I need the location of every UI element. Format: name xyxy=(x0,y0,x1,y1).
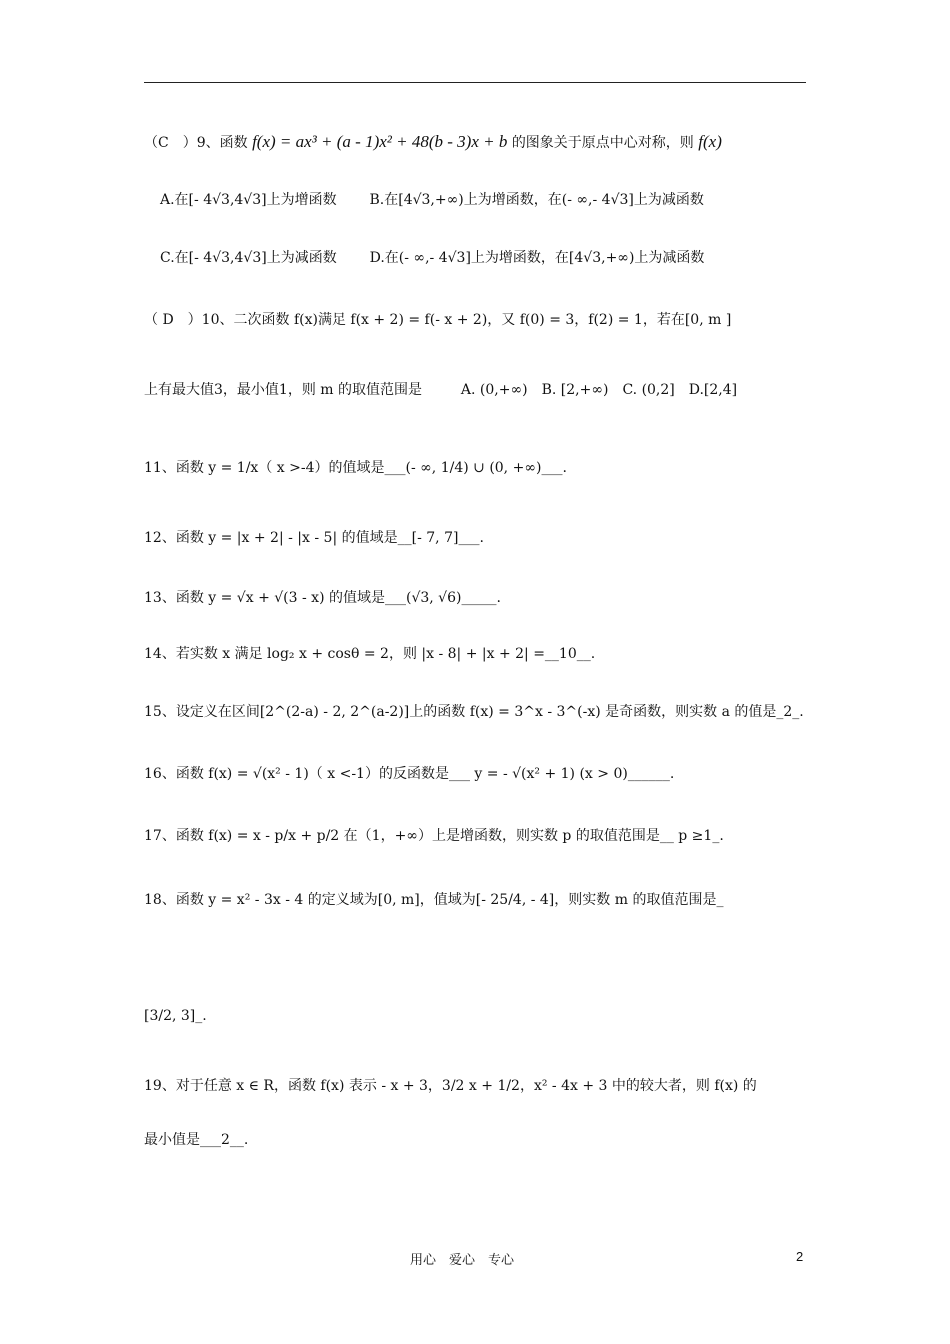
question-13: 13、函数 y = √x + √(3 - x) 的值域是___(√3, √6)_____. xyxy=(144,590,501,606)
question-16: 16、函数 f(x) = √(x² - 1)（ x <-1）的反函数是___ y = - √(x² + 1) (x > 0)______. xyxy=(144,766,675,782)
q9-option-d: D.在(- ∞,- 4√3]上为增函数，在[4√3,+∞)上为减函数 xyxy=(369,250,705,266)
question-9-options-cd xyxy=(160,248,840,268)
question-15: 15、设定义在区间[2^(2-a) - 2, 2^(a-2)]上的函数 f(x) = 3^x - 3^(-x) 是奇函数，则实数 a 的值是_2_. xyxy=(144,704,804,720)
page-number: 2 xyxy=(796,1249,804,1264)
q9-formula: f(x) = ax³ + (a - 1)x² + 48(b - 3)x + b xyxy=(252,132,508,151)
footer-motto: 用心 爱心 专心 xyxy=(410,1253,515,1268)
question-18: 18、函数 y = x² - 3x - 4 的定义域为[0, m]，值域为[- 25/4, - 4]，则实数 m 的取值范围是_ xyxy=(144,892,724,908)
q9-prefix: （C ）9、函数 xyxy=(144,135,248,151)
q10-options: A. (0,+∞) B. [2,+∞) C. (0,2] D.[2,4] xyxy=(460,382,738,398)
question-19-line2: 最小值是___2__. xyxy=(144,1132,249,1148)
header-rule xyxy=(144,82,806,83)
q9-suffix: 的图象关于原点中心对称，则 xyxy=(511,135,694,151)
question-11: 11、函数 y = 1/x（ x >-4）的值域是___(- ∞, 1/4) ∪ (0, +∞)___. xyxy=(144,460,567,476)
question-10-stem: （ D ）10、二次函数 f(x)满足 f(x + 2) = f(- x + 2)，又 f(0) = 3，f(2) = 1，若在[0, m ] xyxy=(144,312,732,328)
question-12: 12、函数 y = |x + 2| - |x - 5| 的值域是__[- 7, 7]___. xyxy=(144,530,484,546)
q9-option-c: C.在[- 4√3,4√3]上为减函数 xyxy=(160,250,337,266)
question-17: 17、函数 f(x) = x - p/x + p/2 在（1，+∞）上是增函数，则实数 p 的取值范围是__ p ≥1_. xyxy=(144,828,724,844)
q9-tail: f(x) xyxy=(698,132,722,151)
question-18-answer: [3/2, 3]_. xyxy=(144,1008,207,1024)
q10-line2: 上有最大值3，最小值1，则 m 的取值范围是 xyxy=(144,382,422,398)
q9-option-b: B.在[4√3,+∞)上为增函数，在(- ∞,- 4√3]上为减函数 xyxy=(369,192,704,208)
q9-option-a: A.在[- 4√3,4√3]上为增函数 xyxy=(160,192,337,208)
question-9-options-ab xyxy=(160,190,840,210)
question-14: 14、若实数 x 满足 log₂ x + cosθ = 2，则 |x - 8| + |x + 2| =__10__. xyxy=(144,646,596,662)
question-10-stem-2 xyxy=(144,380,824,400)
question-19: 19、对于任意 x ∈ R，函数 f(x) 表示 - x + 3，3/2 x + 1/2，x² - 4x + 3 中的较大者，则 f(x) 的 xyxy=(144,1078,757,1094)
question-9-stem xyxy=(144,132,824,153)
